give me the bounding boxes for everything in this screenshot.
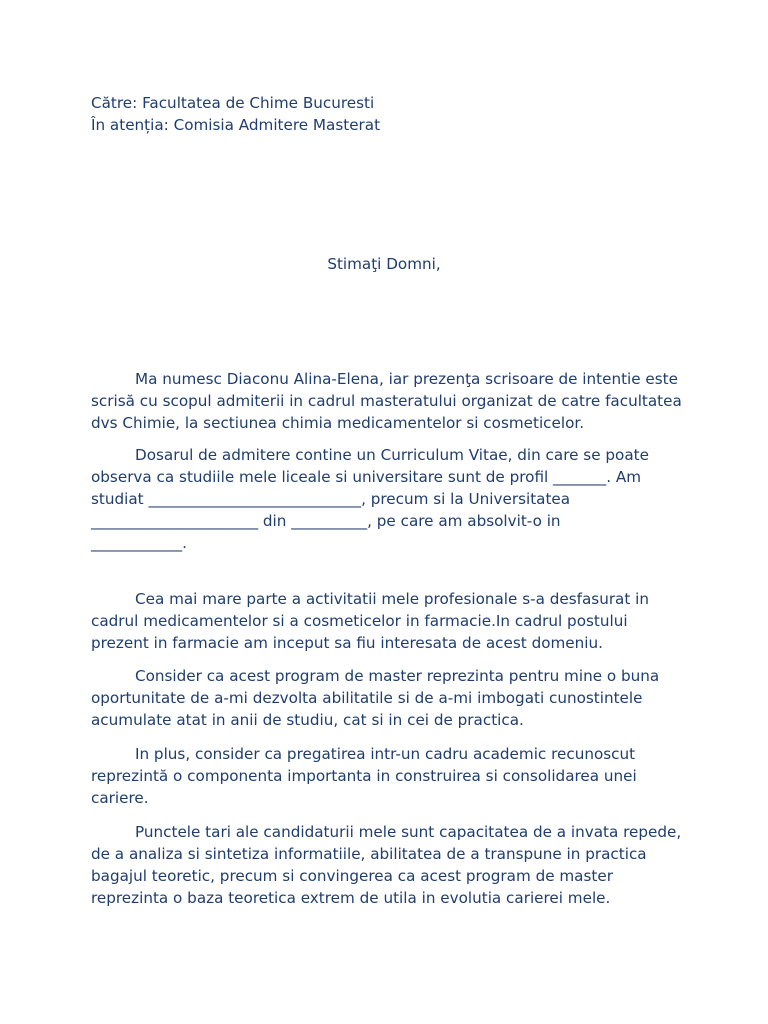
text-line: de a analiza si sintetiza informatiile, abilitatea de a transpune in practica — [91, 845, 647, 863]
text-line: Cea mai mare parte a activitatii mele profesionale s-a desfasurat in — [135, 590, 649, 608]
text-line: In plus, consider ca pregatirea intr-un cadru academic recunoscut — [135, 745, 636, 763]
text-line: scrisă cu scopul admiterii in cadrul masteratului organizat de catre facultatea — [91, 392, 682, 410]
text-line: oportunitate de a-mi dezvolta abilitatile si de a-mi imbogati cunostintele — [91, 689, 643, 707]
paragraph-text — [91, 821, 685, 909]
paragraph-text — [91, 368, 685, 434]
text-line: Punctele tari ale candidaturii mele sunt capacitatea de a invata repede, — [135, 823, 682, 841]
text-line: prezent in farmacie am inceput sa fiu interesata de acest domeniu. — [91, 634, 603, 652]
paragraph-career — [91, 743, 685, 809]
text-line: dvs Chimie, la sectiunea chimia medicamentelor si cosmeticelor. — [91, 414, 585, 432]
text-line: ____________. — [91, 534, 187, 552]
text-line: observa ca studiile mele liceale si universitare sunt de profil _______. Am — [91, 468, 642, 486]
paragraph-experience — [91, 588, 685, 654]
text-line: studiat ____________________________, precum si la Universitatea — [91, 490, 571, 508]
recipient-line: Către: Facultatea de Chime Bucuresti — [91, 94, 375, 112]
attention-line: În atenția: Comisia Admitere Masterat — [91, 116, 381, 134]
paragraph-motivation — [91, 665, 685, 731]
text-line: reprezintă o componenta importanta in construirea si consolidarea unei — [91, 767, 637, 785]
text-line: Consider ca acest program de master reprezinta pentru mine o buna — [135, 667, 660, 685]
paragraph-introduction — [91, 368, 685, 434]
text-line: reprezinta o baza teoretica extrem de utila in evolutia carierei mele. — [91, 889, 611, 907]
paragraph-text — [91, 444, 685, 554]
text-line: bagajul teoretic, precum si convingerea ca acest program de master — [91, 867, 613, 885]
text-line: ______________________ din __________, pe care am absolvit-o in — [91, 512, 561, 530]
text-line: cariere. — [91, 789, 149, 807]
paragraph-strengths — [91, 821, 685, 909]
letter-header — [91, 92, 691, 136]
paragraph-education — [91, 444, 685, 554]
paragraph-text — [91, 588, 685, 654]
text-line: Ma numesc Diaconu Alina-Elena, iar prezenţa scrisoare de intentie este — [135, 370, 678, 388]
salutation: Stimaţi Domni, — [327, 255, 441, 273]
paragraph-text — [91, 665, 685, 731]
text-line: Dosarul de admitere contine un Curriculum Vitae, din care se poate — [135, 446, 649, 464]
paragraph-text — [91, 743, 685, 809]
text-line: cadrul medicamentelor si a cosmeticelor in farmacie.In cadrul postului — [91, 612, 628, 630]
text-line: acumulate atat in anii de studiu, cat si in cei de practica. — [91, 711, 524, 729]
